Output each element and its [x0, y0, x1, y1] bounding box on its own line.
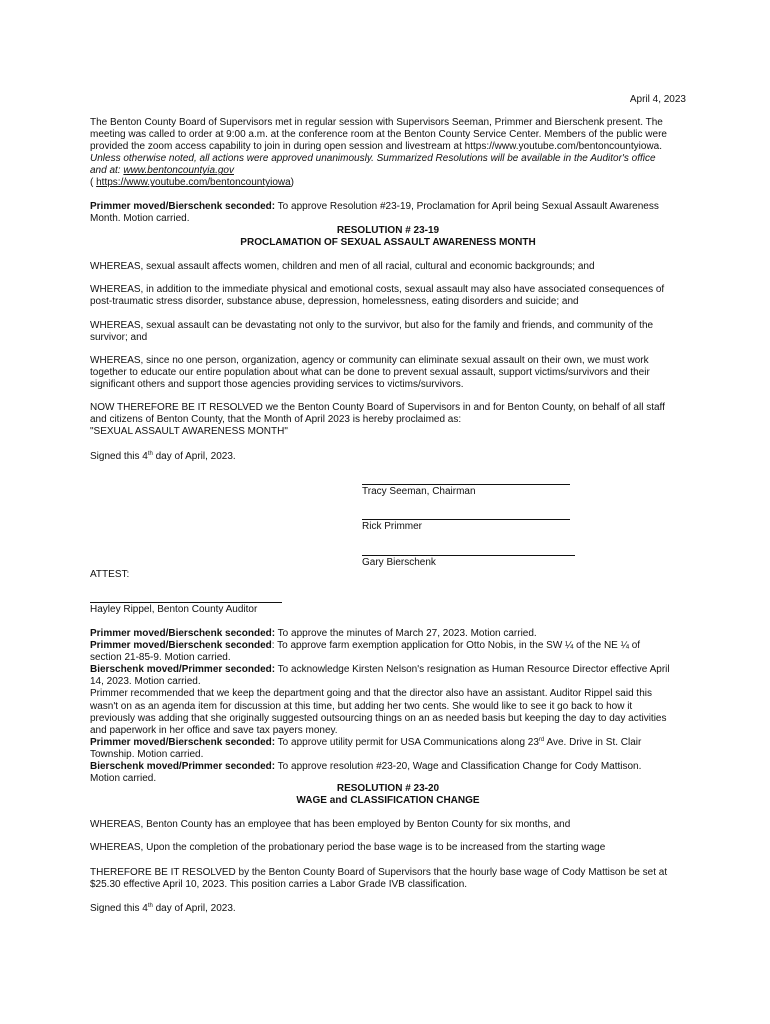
intro-italic-line: Unless otherwise noted, all actions were approved unanimously. Summarized Resolutions will be available in the Auditor's office [90, 153, 656, 165]
now-therefore-paragraph: NOW THEREFORE BE IT RESOLVED we the Benton County Board of Supervisors in and for Benton County, on behalf of all staff and citizens of Benton County, that the Month of April 2023 is hereby proclaimed as: "SEXUAL ASSAULT AWARENESS MONTH" [90, 402, 665, 438]
attest-label: ATTEST: [90, 569, 130, 580]
intro-italic-line: and at: www.bentoncountyia.gov [90, 165, 234, 177]
whereas-paragraph: WHEREAS, Benton County has an employee that has been employed by Benton County for six months, and [90, 819, 571, 830]
discussion-line: wasn't on as an agenda item for discussion at this time, but adding her two cents. She would like to see it go back to how it [90, 700, 633, 712]
intro-line: The Benton County Board of Supervisors met in regular session with Supervisors Seeman, Primmer and Bierschenk present. The [90, 117, 663, 128]
motions-list: Primmer moved/Bierschenk seconded: To approve the minutes of March 27, 2023. Motion carried. Primmer moved/Bierschenk seconded: To approve farm exemption application for Otto Nobis, in the SW ¼ of the NE ¼ of section 21-85-9. Motion carried. Bierschenk moved/Primmer seconded: To acknowledge Kirsten Nelson's resignation as Human Resource Director effective April 14, 2023. Motion carried. Primmer recommended that we keep the department going and that the director also have an assistant. Auditor Rippel said this wasn't on as an agenda item for discussion at this time, but adding her two cents. She would like to see it go back to how it previously was adding that she originally suggested outsourcing things on an as needed basis but keeping the day to day activities and paperwork in her office and save tax payers money. Primmer moved/Bierschenk seconded: To approve utility permit for USA Communications along 23rd Ave. Drive in St. Clair Township. Motion carried. Bierschenk moved/Primmer seconded: To approve resolution #23-20, Wage and Classification Change for Cody Mattison. Motion carried. [90, 628, 686, 785]
therefore-paragraph: THEREFORE BE IT RESOLVED by the Benton County Board of Supervisors that the hourly base wage of Cody Mattison be set at $25.30 effective April 10, 2023. This position carries a Labor Grade IVB classification. [90, 867, 668, 891]
auditor-name: Hayley Rippel, Benton County Auditor [90, 604, 258, 615]
resolution-subtitle: WAGE and CLASSIFICATION CHANGE [296, 795, 480, 807]
motion-resolution-23-19: Primmer moved/Bierschenk seconded: To approve Resolution #23-19, Proclamation for April being Sexual Assault Awareness Month. Motion carried. [90, 201, 659, 225]
signature-name-bierschenk: Gary Bierschenk [362, 557, 436, 568]
resolution-heading [90, 225, 686, 249]
whereas-paragraph: WHEREAS, sexual assault affects women, children and men of all racial, cultural and economic backgrounds; and [90, 261, 595, 272]
meeting-date: April 4, 2023 [629, 94, 686, 105]
resolution-title: RESOLUTION # 23-19 [336, 225, 440, 236]
signed-date-line: Signed this 4th day of April, 2023. [90, 903, 236, 914]
signed-date-line: Signed this 4th day of April, 2023. [90, 451, 236, 462]
whereas-paragraph: WHEREAS, since no one person, organization, agency or community can eliminate sexual assault on their own, we must work together to educate our entire population about what can be done to prevent sexual assault, support victims/survivors and their significant others and support those agencies providing services to victims/survivors. [90, 355, 650, 391]
website-link[interactable]: www.bentoncountyia.gov [123, 165, 234, 177]
resolution-heading [90, 783, 686, 807]
signature-name-primmer: Rick Primmer [362, 521, 422, 532]
motion-item: Primmer moved/Bierschenk seconded: To approve the minutes of March 27, 2023. Motion carried. [90, 628, 537, 639]
motion-item: Bierschenk moved/Primmer seconded: To acknowledge Kirsten Nelson's resignation as Human Resource Director effective April [90, 664, 670, 676]
intro-line: provided the zoom access capability to join in during open session and livestream at https://www.youtube.com/bentoncountyiowa. [90, 141, 662, 153]
whereas-paragraph: WHEREAS, sexual assault can be devastating not only to the survivor, but also for the family and friends, and community of the survivor; and [90, 320, 654, 344]
youtube-link[interactable]: https://www.youtube.com/bentoncountyiowa [96, 177, 291, 189]
whereas-paragraph: WHEREAS, in addition to the immediate physical and emotional costs, sexual assault may also have associated consequences of post-traumatic stress disorder, substance abuse, depression, homelessness, eating disorders and suicide; and [90, 284, 665, 308]
intro-paragraph [90, 117, 686, 190]
whereas-paragraph: WHEREAS, Upon the completion of the probationary period the base wage is to be increased from the starting wage [90, 842, 606, 853]
motion-item: Primmer moved/Bierschenk seconded: To approve utility permit for USA Communications along 23rd Ave. Drive in St. Clair [90, 736, 642, 748]
signature-line [362, 484, 570, 485]
resolution-title: RESOLUTION # 23-20 [336, 783, 440, 794]
discussion-line: previously was adding that she originally suggested outsourcing things on an as needed basis but keeping the day to day activities [90, 712, 667, 724]
motion-item: Primmer moved/Bierschenk seconded: To approve farm exemption application for Otto Nobis, in the SW ¼ of the NE ¼ of [90, 640, 641, 652]
signature-line [90, 602, 282, 603]
motion-mover: Primmer moved/Bierschenk seconded: [90, 201, 276, 212]
motion-item: Bierschenk moved/Primmer seconded: To approve resolution #23-20, Wage and Classification Change for Cody Mattison. [90, 761, 642, 773]
resolution-subtitle: PROCLAMATION OF SEXUAL ASSAULT AWARENESS MONTH [240, 237, 536, 249]
discussion-line: and paperwork in her office and save tax payers money. [90, 724, 338, 736]
signature-line [362, 519, 570, 520]
intro-line: meeting was called to order at 9:00 a.m. at the conference room at the Benton County Service Center. Members of the public were [90, 129, 667, 141]
youtube-link-line: ( https://www.youtube.com/bentoncountyiowa) [90, 177, 295, 189]
signature-line [362, 555, 575, 556]
discussion-line: Primmer recommended that we keep the department going and that the director also have an assistant. Auditor Rippel said this [90, 688, 652, 700]
signature-name-chairman: Tracy Seeman, Chairman [362, 486, 476, 497]
